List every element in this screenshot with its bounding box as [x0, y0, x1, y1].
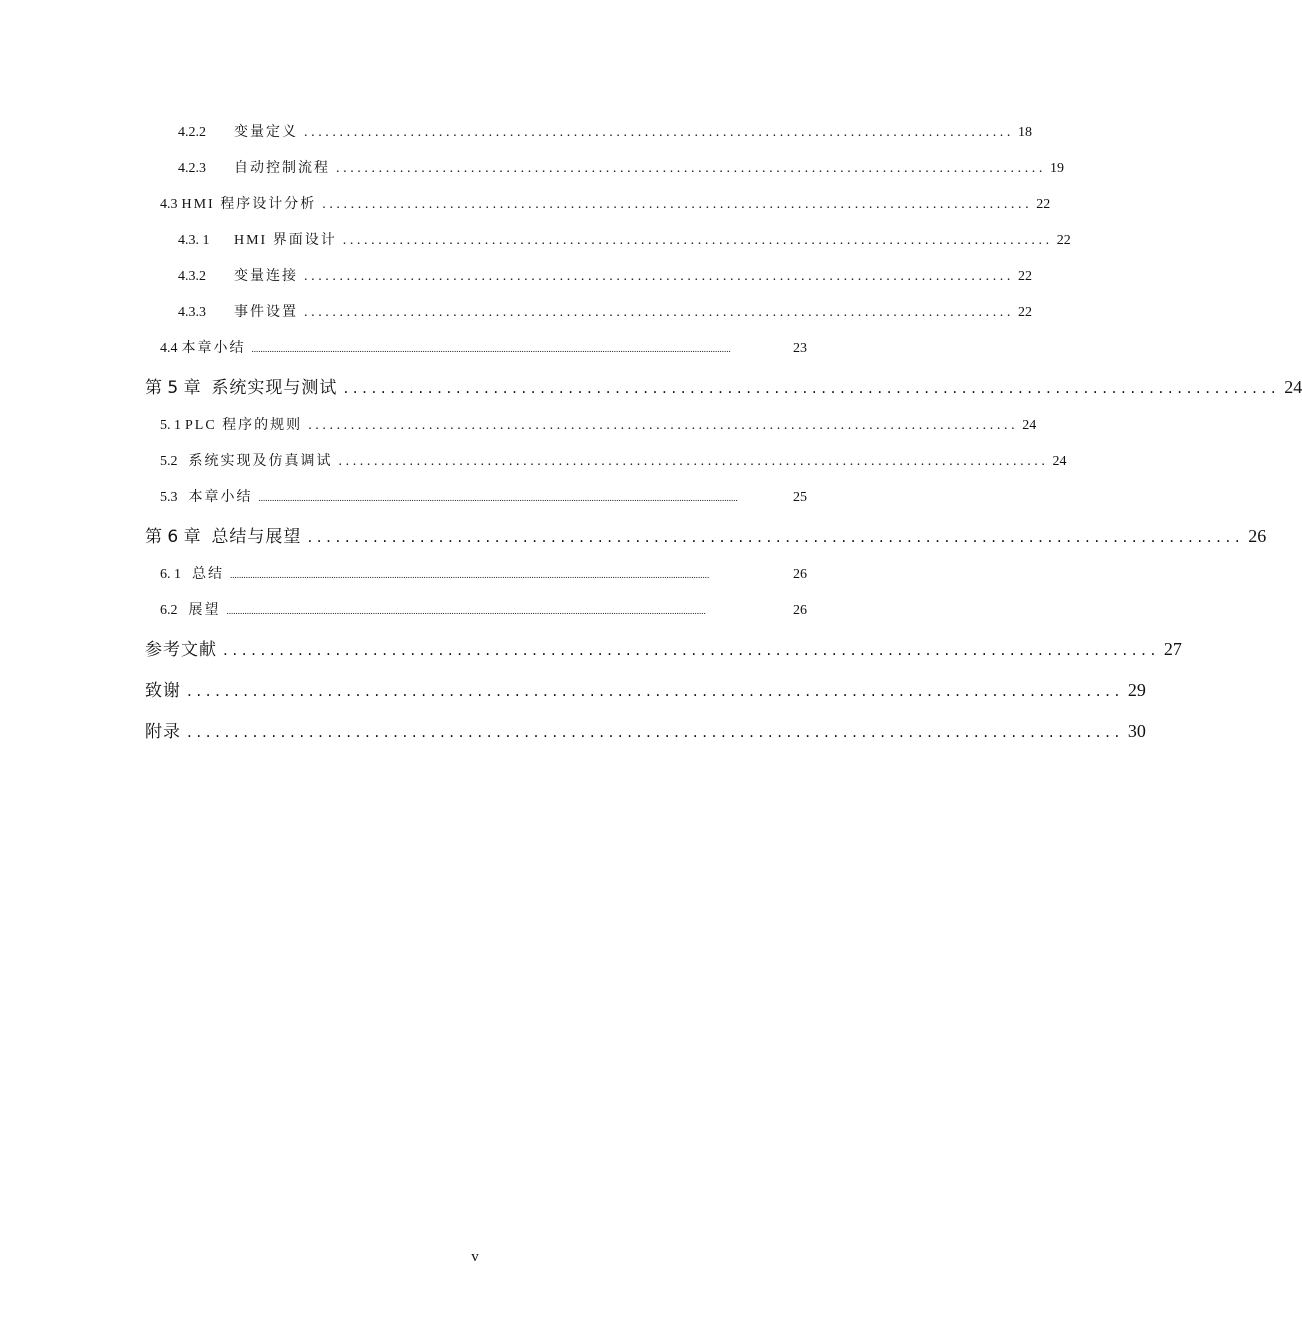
toc-entry-page: 25	[793, 490, 807, 505]
toc-entry-page: 23	[793, 341, 807, 356]
toc-entry-number: 4.3.2	[178, 269, 206, 284]
toc-leader-dots: ....................................................................................................	[304, 125, 1014, 140]
toc-entry-number: 4.2.3	[178, 161, 206, 176]
toc-entry-title: 系统实现及仿真调试	[188, 454, 333, 469]
toc-entry-label	[160, 408, 308, 444]
toc-entry-label	[178, 295, 304, 331]
toc-entry-title: 系统实现与测试	[211, 378, 338, 398]
toc-chapter-5[interactable]	[145, 367, 1302, 408]
toc-chapter-6[interactable]	[145, 516, 1267, 557]
toc-references[interactable]	[145, 629, 1182, 670]
toc-leader-dots: ....................................................................................................	[322, 197, 1033, 212]
toc-entry-label	[145, 712, 187, 753]
toc-entry-title: 本章小结	[188, 490, 253, 505]
toc-leader-dots: ....................................................................................................	[308, 418, 1019, 433]
toc-leader-dots: ....................................................................................................	[187, 723, 1124, 741]
toc-entry-title: 附录	[145, 722, 181, 742]
toc-entry-label	[145, 630, 223, 671]
toc-entry-page: 24	[1022, 418, 1037, 433]
toc-leader-dots: ....................................................................................................	[336, 161, 1046, 176]
toc-entry-number: 第 5 章	[145, 378, 201, 398]
toc-entry-title: 自动控制流程	[234, 161, 330, 176]
toc-entry-page: 30	[1127, 721, 1146, 741]
toc-entry-page: 19	[1050, 161, 1064, 176]
toc-entry-label	[145, 368, 343, 409]
toc-entry-page: 27	[1163, 639, 1182, 659]
toc-entry-title: 变量定义	[234, 125, 298, 140]
toc-entry-number: 4.3	[160, 197, 178, 212]
toc-entry-title: 展望	[188, 603, 221, 618]
toc-entry-page: 18	[1018, 125, 1032, 140]
toc-entry-title: 变量连接	[234, 269, 298, 284]
toc-entry-number: 6. 1	[160, 567, 181, 582]
toc-entry-number: 5.2	[160, 454, 178, 469]
toc-entry-label	[160, 444, 339, 480]
toc-entry-4-2-2[interactable]	[145, 115, 1032, 151]
toc-entry-4-3-2[interactable]	[145, 259, 1032, 295]
toc-entry-number: 5. 1	[160, 418, 181, 433]
toc-appendix[interactable]	[145, 711, 1146, 752]
toc-entry-label	[160, 480, 259, 516]
toc-entry-label	[145, 671, 187, 712]
toc-entry-number: 4.3. 1	[178, 233, 210, 248]
toc-entry-label	[145, 517, 307, 558]
toc-entry-title: 致谢	[145, 681, 181, 701]
toc-entry-title: HMI 程序设计分析	[181, 197, 317, 212]
toc-leader-dots: .....................................................................................................................................................................................................................	[226, 606, 706, 616]
toc-entry-title: PLC 程序的规则	[185, 418, 303, 433]
toc-entry-number: 4.3.3	[178, 305, 206, 320]
toc-entry-page: 29	[1127, 680, 1146, 700]
toc-entry-title: 总结	[192, 567, 224, 582]
toc-entry-page: 26	[1248, 526, 1267, 546]
toc-entry-4-3-3[interactable]	[145, 295, 1032, 331]
toc-entry-title: 事件设置	[234, 305, 298, 320]
toc-entry-4-4[interactable]	[145, 331, 807, 367]
toc-entry-label	[160, 593, 227, 629]
toc-entry-4-2-3[interactable]	[145, 151, 1064, 187]
toc-leader-dots: ....................................................................................................	[342, 233, 1053, 248]
toc-entry-number: 5.3	[160, 490, 178, 505]
toc-entry-label	[178, 223, 343, 259]
toc-leader-dots: ....................................................................................................	[307, 528, 1245, 546]
toc-entry-label	[160, 557, 230, 593]
toc-entry-page: 22	[1056, 233, 1071, 248]
toc-leader-dots: ....................................................................................................	[304, 305, 1014, 320]
toc-entry-number: 4.4	[160, 341, 178, 356]
toc-entry-page: 24	[1284, 377, 1302, 397]
toc-entry-4-3-1[interactable]	[145, 223, 1071, 259]
toc-entry-page: 22	[1018, 269, 1032, 284]
toc-entry-title: 总结与展望	[211, 527, 302, 547]
toc-entry-page: 22	[1036, 197, 1051, 212]
toc-entry-number: 6.2	[160, 603, 178, 618]
toc-entry-4-3[interactable]	[145, 187, 1051, 223]
toc-acknowledgements[interactable]	[145, 670, 1146, 711]
toc-leader-dots: .....................................................................................................................................................................................................................	[258, 493, 738, 503]
toc-leader-dots: .....................................................................................................................................................................................................................	[251, 344, 731, 354]
toc-entry-label	[178, 259, 304, 295]
toc-entry-page: 22	[1018, 305, 1032, 320]
toc-leader-dots: ....................................................................................................	[187, 682, 1124, 700]
toc-entry-title: HMI 界面设计	[234, 233, 337, 248]
toc-leader-dots: ....................................................................................................	[223, 641, 1160, 659]
toc-entry-title: 本章小结	[181, 341, 246, 356]
toc-entry-5-2[interactable]	[145, 444, 1067, 480]
page-number: v	[471, 1249, 479, 1265]
toc-leader-dots: .....................................................................................................................................................................................................................	[230, 570, 710, 580]
toc-entry-6-2[interactable]	[145, 593, 807, 629]
toc-entry-label	[160, 187, 322, 223]
toc-entry-number: 第 6 章	[145, 527, 201, 547]
toc-entry-number: 4.2.2	[178, 125, 206, 140]
toc-entry-5-1[interactable]	[145, 408, 1037, 444]
toc-leader-dots: ....................................................................................................	[343, 379, 1281, 397]
toc-leader-dots: ....................................................................................................	[338, 454, 1049, 469]
toc-entry-6-1[interactable]	[145, 557, 807, 593]
toc-entry-page: 24	[1052, 454, 1067, 469]
toc-entry-5-3[interactable]	[145, 480, 807, 516]
toc-entry-label	[178, 151, 336, 187]
toc-entry-title: 参考文献	[145, 640, 217, 660]
table-of-contents	[145, 115, 1302, 752]
toc-entry-page: 26	[793, 567, 807, 582]
toc-entry-page: 26	[793, 603, 807, 618]
toc-leader-dots: ....................................................................................................	[304, 269, 1014, 284]
toc-entry-label	[160, 331, 252, 367]
toc-entry-label	[178, 115, 304, 151]
